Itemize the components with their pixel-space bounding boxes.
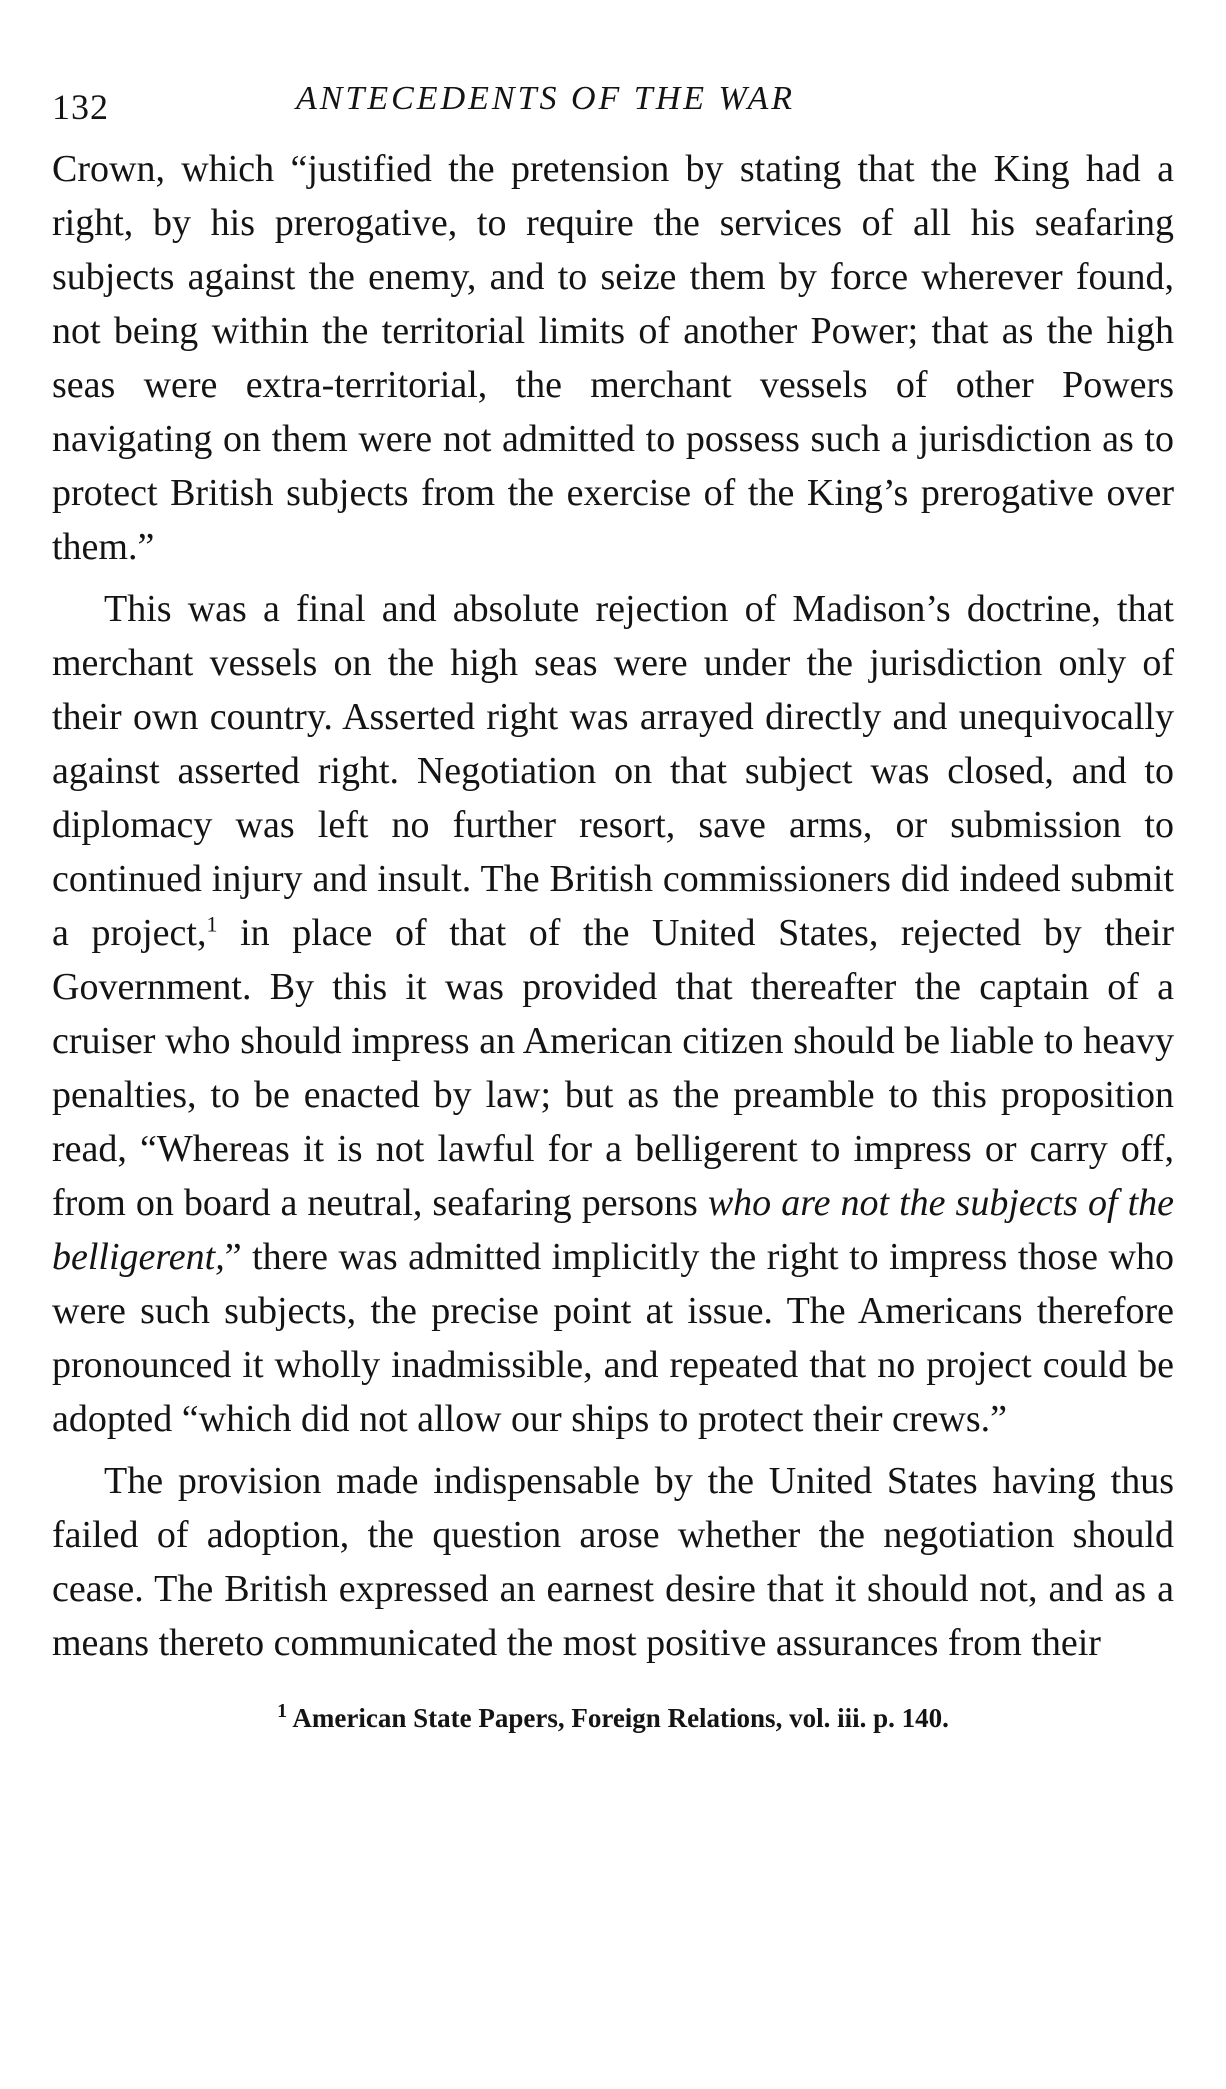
paragraph-2-end: ” there was admitted implicitly the right to impress those who were such subjects, the precise point at issue. The Americans therefore pronounced it wholly inadmissible, and repeated that no project could be adopted “which did not allow our ships to protect their crews.” — [52, 1236, 1174, 1440]
footnote-reference: 1 — [206, 911, 218, 937]
body-text — [52, 142, 1174, 1670]
paragraph-2-text: This was a final and absolute rejection of Madison’s doctrine, that merchant vessels on the high seas were under the jurisdiction only of their own country. Asserted right was arrayed directly and unequivocally against asserted right. Negotiation on that subject was closed, and to diplomacy was left no further resort, save arms, or submission to continued injury and insult. The British commissioners did indeed submit a project, — [52, 588, 1174, 954]
paragraph-3: The provision made indispensable by the United States having thus failed of adoption, the question arose whether the negotiation should cease. The British expressed an earnest desire that it should not, and as a means thereto communicated the most positive assurances from their — [52, 1460, 1174, 1664]
footnote-marker: 1 — [277, 1700, 288, 1722]
footnote-text: American State Papers, Foreign Relations, vol. iii. p. 140. — [287, 1703, 949, 1733]
italic-phrase: who are not the subjects of the belligerent, — [52, 1182, 1174, 1278]
book-page — [52, 70, 1174, 1736]
page-number: 132 — [52, 87, 109, 127]
paragraph-2-continued: in place of that of the United States, rejected by their Government. By this it was provided that thereafter the captain of a cruiser who should impress an American citizen should be liable to heavy penalties, to be enacted by law; but as the preamble to this proposition read, “Whereas it is not lawful for a belligerent to impress or carry off, from on board a neutral, seafaring persons — [52, 912, 1174, 1224]
paragraph-2 — [52, 582, 1174, 1446]
running-head — [52, 70, 1174, 130]
footnote — [52, 1700, 1174, 1736]
running-title: ANTECEDENTS OF THE WAR — [296, 80, 796, 117]
paragraph-1: Crown, which “justified the pretension by stating that the King had a right, by his prerogative, to require the services of all his seafaring subjects against the enemy, and to seize them by force wherever found, not being within the territorial limits of another Power; that as the high seas were extra-territorial, the merchant vessels of other Powers navigating on them were not admitted to possess such a jurisdiction as to protect British subjects from the exercise of the King’s prerogative over them.” — [52, 148, 1174, 568]
